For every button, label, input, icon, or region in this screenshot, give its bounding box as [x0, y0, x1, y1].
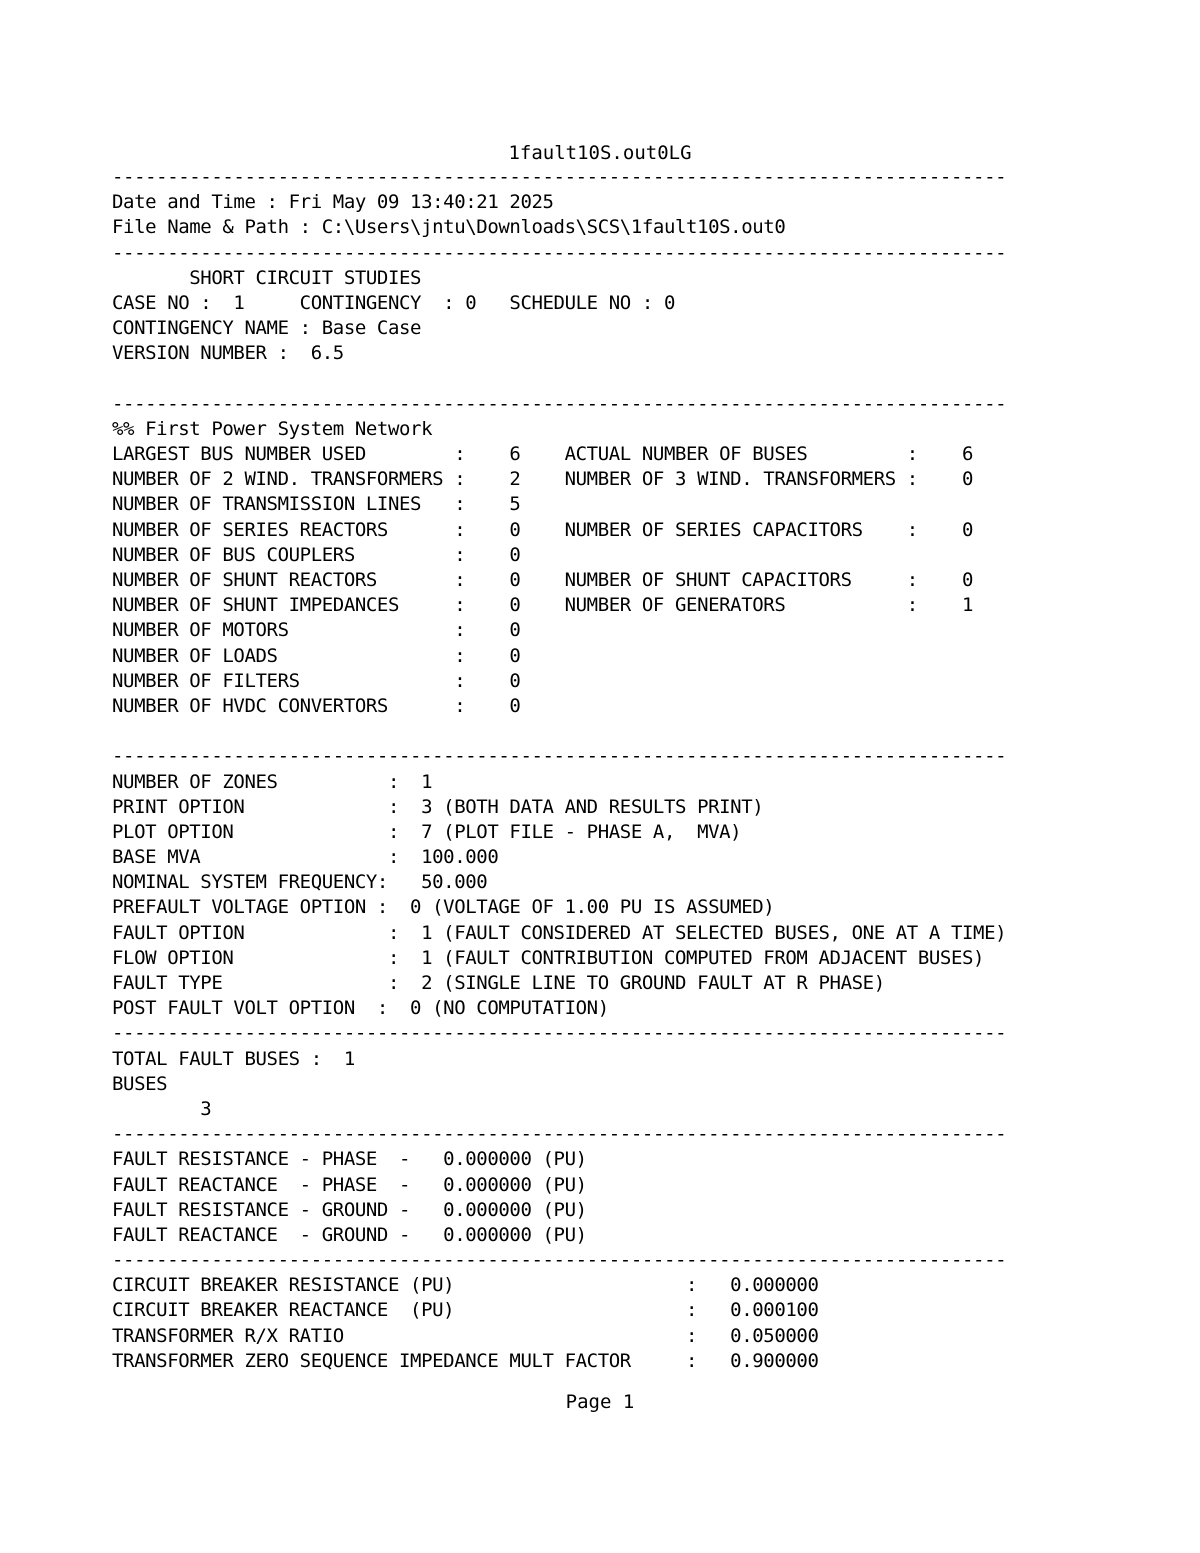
report-line: CONTINGENCY NAME : Base Case: [112, 317, 422, 340]
report-line: PLOT OPTION : 7 (PLOT FILE - PHASE A, MVA): [112, 820, 742, 843]
report-line: PREFAULT VOLTAGE OPTION : 0 (VOLTAGE OF 1.00 PU IS ASSUMED): [112, 896, 775, 919]
report-line: NUMBER OF FILTERS : 0: [112, 669, 521, 692]
report-line: 3: [112, 1097, 212, 1120]
separator-line: ---------------------------------------------------------------------------------: [112, 392, 1007, 415]
report-line: FAULT RESISTANCE - PHASE - 0.000000 (PU): [112, 1148, 587, 1171]
report-line: %% First Power System Network: [112, 417, 433, 440]
report-line: NUMBER OF LOADS : 0: [112, 644, 521, 667]
document-title: 1fault10S.out0LG: [508, 142, 692, 164]
report-line: File Name & Path : C:\Users\jntu\Downloads\SCS\1fault10S.out0: [112, 216, 786, 239]
separator-line: ---------------------------------------------------------------------------------: [112, 1249, 1007, 1272]
blank-line: [112, 367, 1112, 392]
report-line: TOTAL FAULT BUSES : 1: [112, 1047, 355, 1070]
report-line: CIRCUIT BREAKER REACTANCE (PU) : 0.000100: [112, 1299, 819, 1322]
blank-line: [112, 719, 1112, 744]
report-line: NUMBER OF BUS COUPLERS : 0: [112, 543, 521, 566]
separator-line: ---------------------------------------------------------------------------------: [112, 745, 1007, 768]
report-line: PRINT OPTION : 3 (BOTH DATA AND RESULTS PRINT): [112, 795, 764, 818]
report-line: NUMBER OF ZONES : 1: [112, 770, 433, 793]
report-line: BUSES: [112, 1072, 168, 1095]
report-line: TRANSFORMER ZERO SEQUENCE IMPEDANCE MULT FACTOR : 0.900000: [112, 1349, 819, 1372]
report-line: NUMBER OF SHUNT REACTORS : 0 NUMBER OF SHUNT CAPACITORS : 0: [112, 569, 974, 591]
report-line: NOMINAL SYSTEM FREQUENCY: 50.000: [112, 871, 488, 894]
report-line: NUMBER OF SERIES REACTORS : 0 NUMBER OF SERIES CAPACITORS : 0: [112, 518, 974, 541]
report-line: NUMBER OF TRANSMISSION LINES : 5: [112, 493, 521, 516]
report-line: NUMBER OF SHUNT IMPEDANCES : 0 NUMBER OF GENERATORS : 1: [112, 594, 974, 617]
separator-line: ---------------------------------------------------------------------------------: [112, 1022, 1007, 1045]
report-line: CASE NO : 1 CONTINGENCY : 0 SCHEDULE NO : 0: [112, 291, 675, 314]
report-line: FAULT OPTION : 1 (FAULT CONSIDERED AT SELECTED BUSES, ONE AT A TIME): [112, 921, 1007, 944]
separator-line: ---------------------------------------------------------------------------------: [112, 241, 1007, 264]
report-line: CIRCUIT BREAKER RESISTANCE (PU) : 0.000000: [112, 1274, 819, 1297]
report-body: [112, 165, 1112, 1374]
report-line: FLOW OPTION : 1 (FAULT CONTRIBUTION COMPUTED FROM ADJACENT BUSES): [112, 946, 985, 969]
page-number: Page 1: [565, 1391, 635, 1413]
separator-line: ---------------------------------------------------------------------------------: [112, 1123, 1007, 1146]
report-line: NUMBER OF HVDC CONVERTORS : 0: [112, 694, 521, 717]
report-line: VERSION NUMBER : 6.5: [112, 342, 344, 365]
report-line: BASE MVA : 100.000: [112, 846, 499, 869]
report-line: TRANSFORMER R/X RATIO : 0.050000: [112, 1324, 819, 1347]
report-line: LARGEST BUS NUMBER USED : 6 ACTUAL NUMBER OF BUSES : 6: [112, 443, 974, 466]
report-line: NUMBER OF MOTORS : 0: [112, 619, 521, 642]
report-line: FAULT REACTANCE - GROUND - 0.000000 (PU): [112, 1223, 587, 1246]
report-line: SHORT CIRCUIT STUDIES: [112, 266, 422, 289]
report-line: POST FAULT VOLT OPTION : 0 (NO COMPUTATION): [112, 997, 609, 1020]
report-line: FAULT RESISTANCE - GROUND - 0.000000 (PU): [112, 1198, 587, 1221]
separator-line: ---------------------------------------------------------------------------------: [112, 166, 1007, 188]
report-line: FAULT REACTANCE - PHASE - 0.000000 (PU): [112, 1173, 587, 1196]
report-line: NUMBER OF 2 WIND. TRANSFORMERS : 2 NUMBER OF 3 WIND. TRANSFORMERS : 0: [112, 468, 974, 491]
report-line: FAULT TYPE : 2 (SINGLE LINE TO GROUND FAULT AT R PHASE): [112, 972, 885, 994]
report-line: Date and Time : Fri May 09 13:40:21 2025: [112, 191, 554, 214]
